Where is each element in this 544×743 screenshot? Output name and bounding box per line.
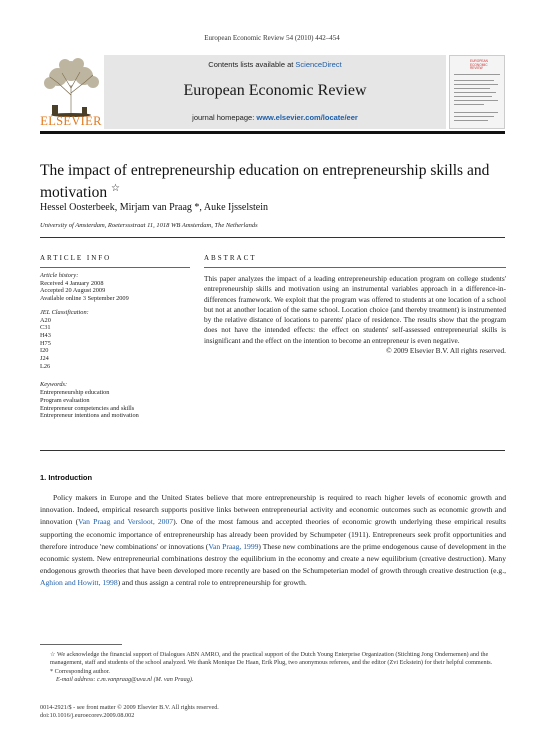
- elsevier-logo[interactable]: [40, 55, 102, 129]
- jel-code: C31: [40, 324, 51, 332]
- footnote-email[interactable]: E-mail address: c.m.vanpraag@uva.nl (M. van Praag).: [56, 676, 194, 684]
- abstract-end-rule: [40, 450, 505, 451]
- keyword: Entrepreneurship education: [40, 389, 110, 397]
- jel-code: H75: [40, 339, 51, 347]
- history-item: Accepted 20 August 2009: [40, 287, 106, 295]
- introduction-paragraph: [40, 492, 506, 590]
- keyword: Entrepreneur competencies and skills: [40, 404, 135, 412]
- issn-line: 0014-2921/$ - see front matter © 2009 Elsevier B.V. All rights reserved.: [40, 704, 219, 711]
- contents-line: [104, 60, 446, 69]
- contents-prefix: Contents lists available at: [208, 60, 296, 69]
- jel-label: JEL Classification:: [40, 308, 89, 316]
- jel-code: A20: [40, 316, 51, 324]
- history-label: Article history:: [40, 272, 79, 279]
- keywords-label: Keywords:: [40, 381, 68, 389]
- header-rule: [40, 131, 505, 134]
- abstract-heading: ABSTRACT: [204, 254, 257, 262]
- abstract-text: This paper analyzes the impact of a leading entrepreneurship education program on college students' entrepreneurship skills and motivation using an instrumental variables approach in a difference-in-differences framework. We exploit that the program was offered to students at one location of a school but not at another location of the same school. Location choice (and thereby treatment) is instrumented by the relative distance of locations to parents' place of residence. The results show that the program does not have the intended effects: the effect on students' self-assessed entrepreneurial skills is insignificant and the effect on the intention to become an entrepreneur is even negative.: [204, 274, 506, 345]
- section-heading-introduction: 1. Introduction: [40, 473, 93, 482]
- intro-text: Policy makers in Europe and the United States believe that more entrepreneurship is required to reach higher levels of economic growth and innovation. Indeed, empirical research supports positive links between entrepreneurial activity and economic outcomes such as economic growth and innovation (: [40, 493, 506, 527]
- abstract-rule: [204, 267, 506, 268]
- front-matter-info: [40, 704, 506, 721]
- footnote-corresponding-author: * Corresponding author.: [50, 667, 110, 675]
- journal-title: European Economic Review: [183, 82, 367, 99]
- publisher-name: ELSEVIER: [40, 114, 102, 128]
- homepage-prefix: journal homepage:: [192, 113, 257, 122]
- keyword: Program evaluation: [40, 396, 90, 404]
- article-info-heading: ARTICLE INFO: [40, 254, 112, 262]
- ref-van-praag-1999[interactable]: Van Praag, 1999: [208, 541, 259, 551]
- homepage-line: [104, 113, 446, 122]
- ref-aghion-howitt[interactable]: Aghion and Howitt, 1998: [40, 578, 118, 588]
- jel-code: J24: [40, 355, 49, 363]
- doi-line[interactable]: doi:10.1016/j.euroecorev.2009.08.002: [40, 712, 135, 720]
- cover-title: EUROPEAN ECONOMIC REVIEW: [470, 59, 488, 71]
- abstract-body: [204, 274, 506, 356]
- history-item: Available online 3 September 2009: [40, 295, 129, 303]
- elsevier-tree-icon: [40, 55, 102, 117]
- affiliation-rule: [40, 237, 505, 238]
- footnotes: [40, 651, 506, 685]
- history-item: Received 4 January 2008: [40, 279, 104, 287]
- footnote-acknowledgement: ☆ We acknowledge the financial support of Dialogues ABN AMRO, and the practical support of the Dutch Young Enterprise Organization (Stichting Jong Ondernemen) and the management, staff and students of the school analyzed. We thank Monique De Haan, Erik Plug, two anonymous referees, and the editor (Zvi Eckstein) for their helpful comments.: [50, 651, 493, 667]
- journal-masthead: [104, 55, 446, 129]
- footnote-rule: [40, 644, 122, 645]
- jel-code: H43: [40, 331, 51, 339]
- copyright-notice: © 2009 Elsevier B.V. All rights reserved.: [386, 346, 506, 356]
- title-footnote-mark[interactable]: ☆: [111, 183, 121, 194]
- journal-citation: European Economic Review 54 (2010) 442–454: [204, 34, 340, 42]
- ref-van-praag-versloot[interactable]: Van Praag and Versloot, 2007: [78, 517, 174, 527]
- intro-text: ) These new combinations are the prime endogenous cause of development in the economic system. New entrepreneurial combinations destroy the equilibrium in the economy and create a new equilibrium (creative destruction). Many endogenous growth theories that have been developed more recently are based on the Schumpeterian model of growth through creative destruction (e.g.,: [40, 541, 506, 576]
- sciencedirect-link[interactable]: ScienceDirect: [295, 60, 342, 69]
- article-info-rule: [40, 267, 190, 268]
- journal-cover-thumbnail[interactable]: [449, 55, 505, 129]
- article-info: [40, 272, 190, 420]
- intro-text: ) and thus assign a central role to entrepreneurship for growth.: [117, 578, 307, 588]
- paper-title-text: The impact of entrepreneurship education on entrepreneurship skills and motivation: [40, 162, 490, 202]
- journal-homepage-link[interactable]: www.elsevier.com/locate/eer: [256, 113, 358, 122]
- affiliation: University of Amsterdam, Roeterssstraat 11, 1018 WB Amsterdam, The Netherlands: [40, 222, 258, 229]
- keyword: Entrepreneur intentions and motivation: [40, 412, 139, 420]
- paper-title: [40, 162, 505, 202]
- jel-code: L26: [40, 362, 51, 370]
- intro-text: ). One of the most famous and accepted theories of economic growth underlying these empirical results supporting the economic importance of entrepreneurship has already been provided by Schumpeter (1911). Entrepreneurs seek profit opportunities and therefore introduce 'new combinations' or innovations (: [40, 517, 506, 551]
- author-list: Hessel Oosterbeek, Mirjam van Praag *, Auke Ijsselstein: [40, 202, 269, 213]
- jel-code: I20: [40, 347, 49, 355]
